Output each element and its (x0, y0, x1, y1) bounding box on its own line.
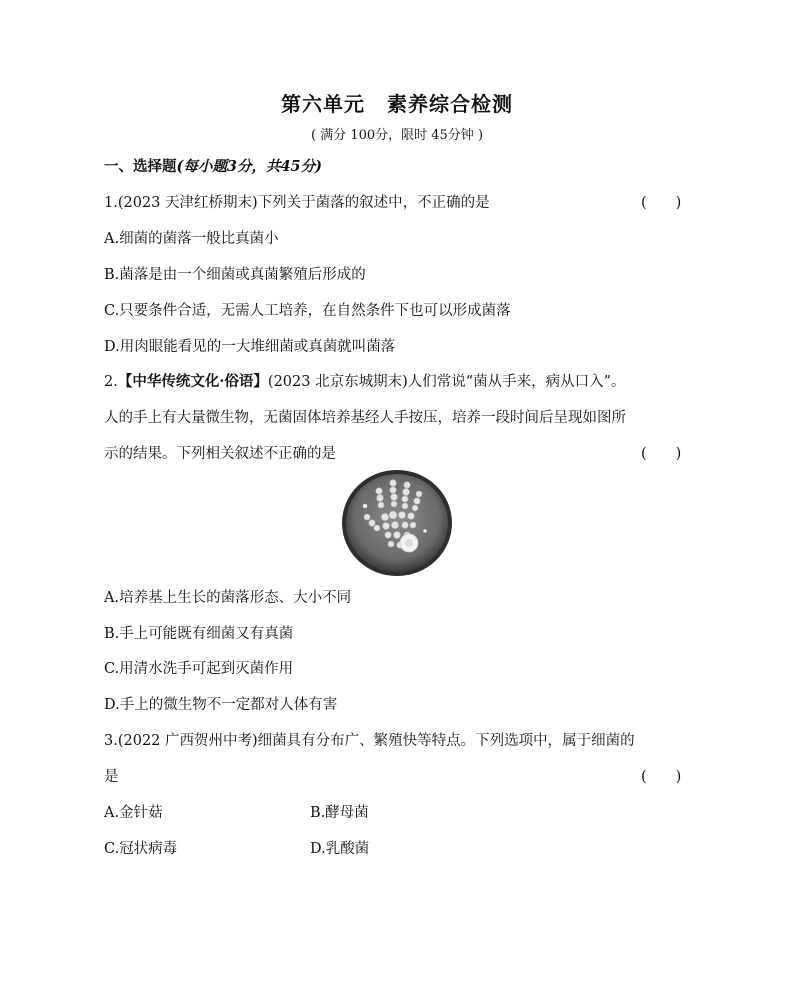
q1-option-a: A.细菌的菌落一般比真菌小 (104, 231, 279, 247)
title-name: 素养综合检测 (387, 92, 513, 116)
q3-option-a: A.金针菇 (104, 805, 163, 821)
q2-option-b: B.手上可能既有细菌又有真菌 (104, 626, 294, 642)
page-title (0, 88, 794, 117)
q3-option-b: B.酵母菌 (310, 805, 369, 821)
section-heading (104, 155, 322, 176)
q3-stem-line1: 3.(2022 广西贺州中考)细菌具有分布广、繁殖快等特点。下列选项中，属于细菌的 (104, 733, 635, 749)
page-subtitle: ( 满分 100分，限时 45分钟 ) (310, 128, 484, 143)
q2-stem-line1 (104, 370, 626, 391)
q2-line1-text: (2023 北京东城期末)人们常说“菌从手来，病从口入”。 (267, 374, 626, 390)
q2-option-c: C.用清水洗手可起到灭菌作用 (104, 661, 294, 677)
section-note: (每小题3分，共45分) (176, 158, 322, 175)
q2-answer-paren: ( ) (641, 446, 682, 462)
q1-answer-paren: ( ) (641, 195, 682, 211)
small-colony (423, 529, 427, 533)
q2-stem-line3: 示的结果。下列相关叙述不正确的是 (104, 446, 336, 462)
large-colony (400, 534, 418, 552)
small-colony (363, 504, 367, 508)
q1-option-c: C.只要条件合适，无需人工培养，在自然条件下也可以形成菌落 (104, 303, 511, 319)
q1-option-b: B.菌落是由一个细菌或真菌繁殖后形成的 (104, 267, 366, 283)
petri-dish-handprint-image (341, 469, 453, 577)
q3-answer-paren: ( ) (641, 769, 682, 785)
section-title: 一、选择题 (104, 158, 177, 175)
q2-option-d: D.手上的微生物不一定都对人体有害 (104, 697, 338, 713)
q3-stem-line2: 是 (104, 769, 119, 785)
q1-stem: 1.(2023 天津红桥期末)下列关于菌落的叙述中，不正确的是 (104, 195, 490, 211)
q1-option-d: D.用肉眼能看见的一大堆细菌或真菌就叫菌落 (104, 339, 396, 355)
q3-option-c: C.冠状病毒 (104, 841, 178, 857)
q2-stem-line2: 人的手上有大量微生物，无菌固体培养基经人手按压，培养一段时间后呈现如图所 (104, 410, 626, 426)
q2-tag: 【中华传统文化·俗语】 (117, 373, 268, 390)
q2-option-a: A.培养基上生长的菌落形态、大小不同 (104, 590, 352, 606)
q2-number: 2. (104, 374, 118, 390)
title-unit: 第六单元 (281, 92, 365, 116)
q3-option-d: D.乳酸菌 (310, 841, 370, 857)
